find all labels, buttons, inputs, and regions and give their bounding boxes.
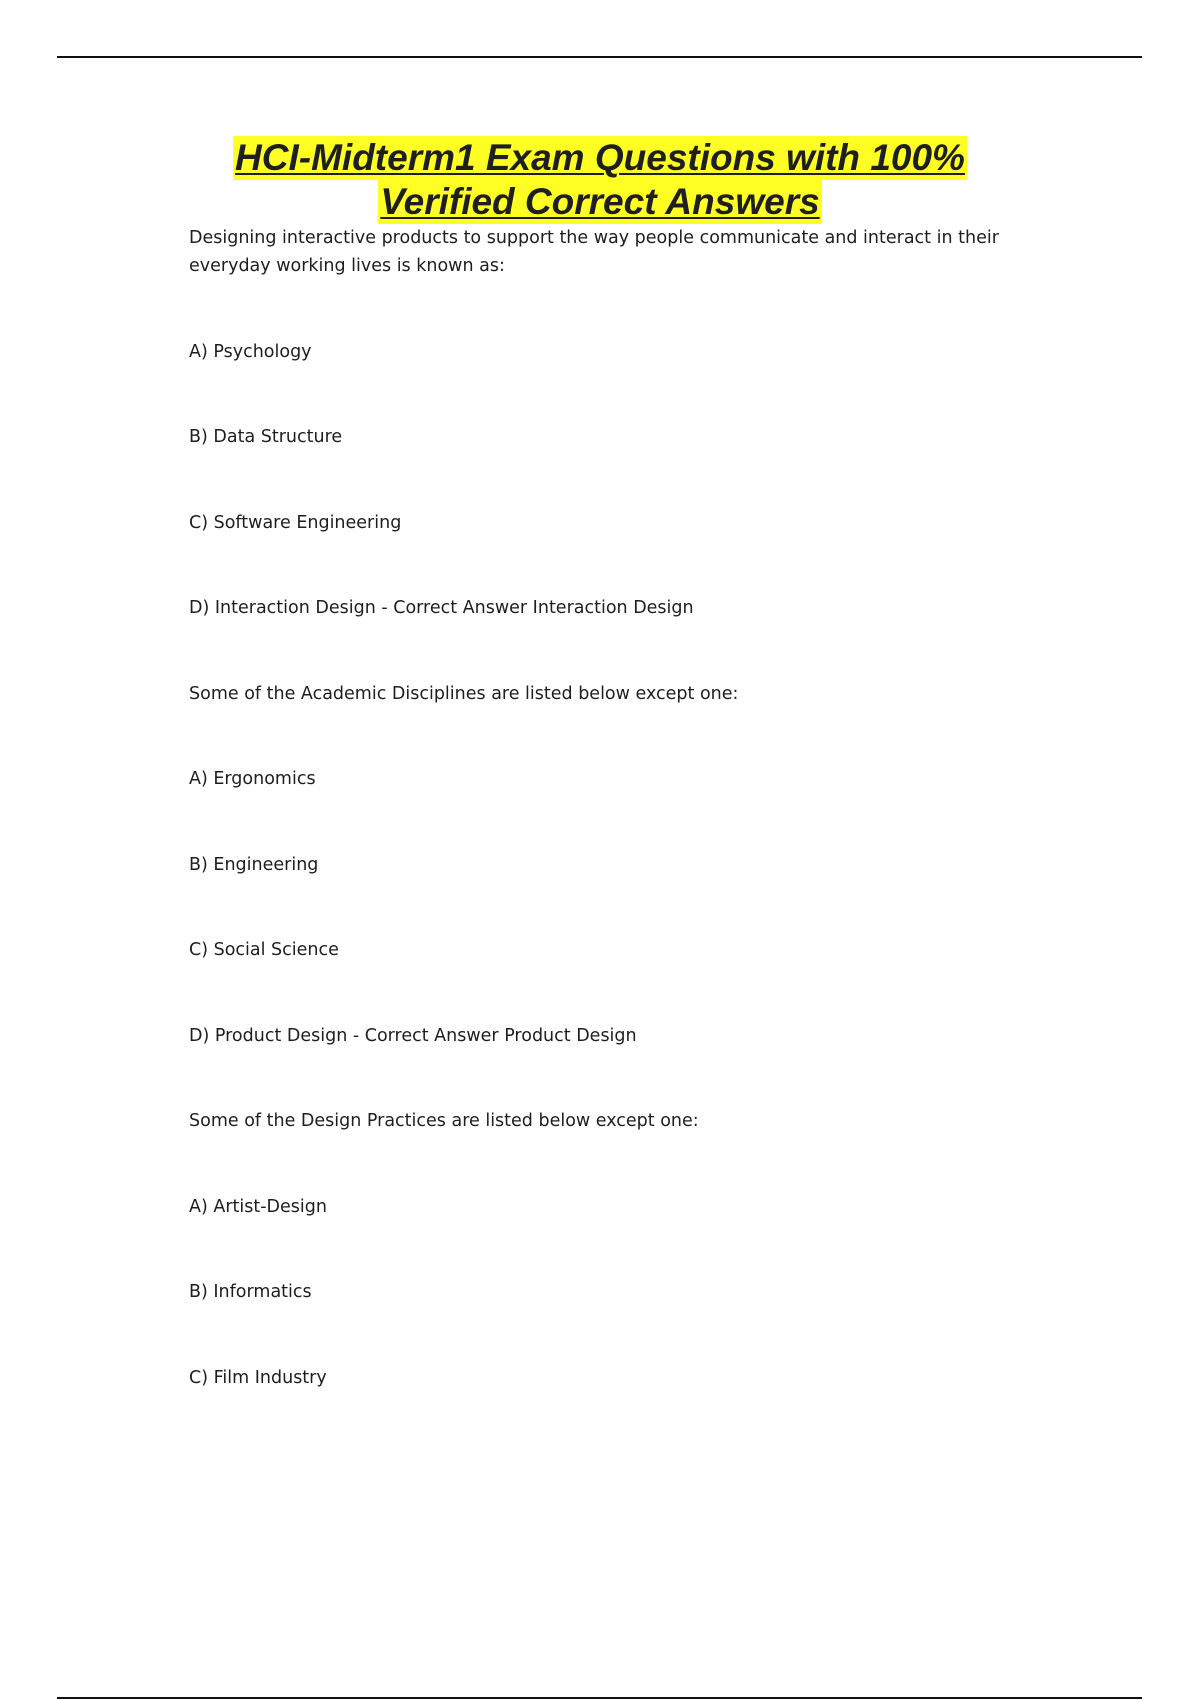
document-title — [0, 136, 1200, 224]
question-1-option-a: A) Psychology — [189, 342, 312, 362]
question-1-option-d: D) Interaction Design - Correct Answer Interaction Design — [189, 598, 694, 618]
question-2-option-c: C) Social Science — [189, 940, 339, 960]
title-line-1: HCI-Midterm1 Exam Questions with 100% — [235, 137, 965, 178]
question-3-option-b: B) Informatics — [189, 1282, 312, 1302]
question-2-option-a: A) Ergonomics — [189, 769, 316, 789]
question-2-option-b: B) Engineering — [189, 855, 319, 875]
question-2-prompt: Some of the Academic Disciplines are listed below except one: — [189, 684, 739, 704]
question-1-prompt-line-1: Designing interactive products to support the way people communicate and interact in their — [189, 228, 999, 248]
question-3-option-c: C) Film Industry — [189, 1368, 327, 1388]
title-line-2: Verified Correct Answers — [380, 181, 820, 222]
question-3-prompt: Some of the Design Practices are listed below except one: — [189, 1111, 699, 1131]
question-3-option-a: A) Artist-Design — [189, 1197, 327, 1217]
question-2-option-d: D) Product Design - Correct Answer Product Design — [189, 1026, 637, 1046]
question-1-prompt-line-2: everyday working lives is known as: — [189, 256, 505, 276]
top-rule — [57, 56, 1142, 58]
question-1-option-b: B) Data Structure — [189, 427, 343, 447]
bottom-rule — [57, 1697, 1142, 1699]
question-1-option-c: C) Software Engineering — [189, 513, 402, 533]
